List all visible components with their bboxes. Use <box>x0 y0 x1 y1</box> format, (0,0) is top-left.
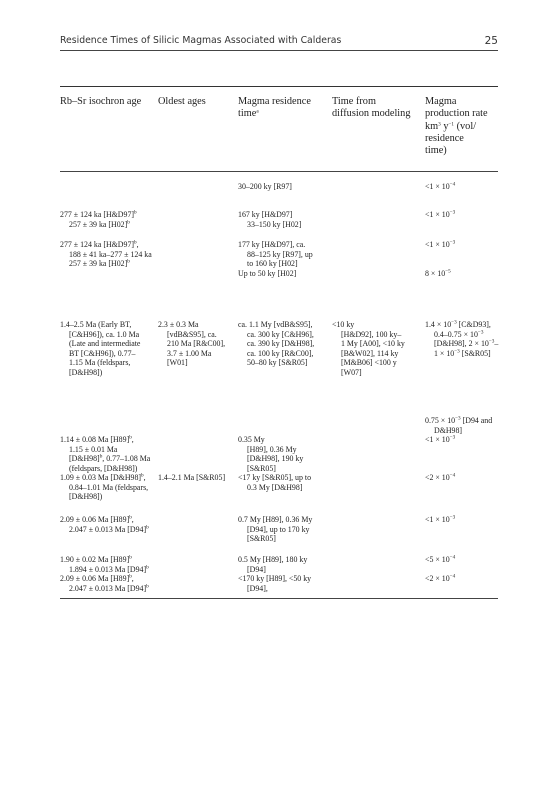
cell-line: [M&B06] <100 y <box>341 358 397 368</box>
column-header <box>425 96 488 157</box>
cell-line: 257 ± 39 ka $[H02]^b$ <box>69 219 130 229</box>
table-cell <box>238 515 312 544</box>
cell-line <box>425 250 455 260</box>
column-header-line: diffusion modeling <box>332 108 411 120</box>
cell-line: 0.7 My [H89], 0.36 My <box>238 515 313 524</box>
cell-line: Up to 50 ky [H02] <box>238 268 297 278</box>
table-cell <box>60 555 149 593</box>
cell-line: [S&R05] <box>247 534 276 544</box>
cell-line: 277 ± 124 ka [H&D97]$^b$ <box>60 209 137 219</box>
column-header <box>238 96 311 121</box>
cell-line: ca. 1.1 My [vdB&S95], <box>238 320 313 329</box>
column-header-line: Time from <box>332 96 376 107</box>
cell-line: 50–80 ky [S&R05] <box>247 358 308 368</box>
table-cell <box>60 210 137 229</box>
cell-line: [W01] <box>167 358 188 368</box>
table-bottom-rule <box>60 598 498 599</box>
cell-line: 0.5 My [H89], 180 ky <box>238 555 308 564</box>
cell-line <box>158 454 225 464</box>
table-cell <box>238 182 292 192</box>
cell-line: 2.047 ± 0.013 Ma $[D94]^b$ <box>69 583 149 593</box>
cell-line: 277 ± 124 ka [H&D97]$^b$, <box>60 239 139 249</box>
cell-line <box>158 435 225 445</box>
table-cell <box>425 240 455 278</box>
column-header-line: time$^a$ <box>238 108 259 120</box>
cell-line: [C&H96]), ca. 1.0 Ma <box>69 329 140 339</box>
cell-line: $<2 \times 10^{-4}$ <box>425 573 456 584</box>
table-cell <box>425 416 492 435</box>
header-rule <box>60 50 498 51</box>
cell-line: 188 ± 41 ka–277 ± 124 ka <box>69 249 152 259</box>
cell-line: (Late and intermediate <box>69 339 141 349</box>
cell-line: [D94], up to 170 ky <box>247 524 310 534</box>
cell-line: 1.90 ± 0.02 Ma $[H89]^b$ <box>60 554 132 564</box>
cell-line: 2.047 ± 0.013 Ma $[D94]^b$ <box>69 524 149 534</box>
cell-line: [D&H98], $2 \times 10^{-3}-$ <box>434 338 499 349</box>
cell-line: 257 ± 39 ka $[H02]^b$ <box>69 258 130 269</box>
cell-line: (feldspars, [D&H98]) <box>69 463 138 473</box>
cell-line: 1.15 Ma (feldspars, <box>69 358 131 368</box>
cell-line: $<1 \times 10^{-3}$ <box>425 209 456 219</box>
cell-line: <17 ky [S&R05], up to <box>238 473 312 483</box>
table-cell <box>238 555 311 593</box>
column-header-line: Magma residence <box>238 96 311 107</box>
cell-line: 1.894 ± 0.013 Ma $[D94]^b$ <box>69 564 149 574</box>
cell-line: [D94] <box>247 564 266 574</box>
cell-line: $<1 \times 10^{-3}$ <box>425 514 456 524</box>
cell-line: 0.84–1.01 Ma (feldspars, <box>69 482 149 492</box>
cell-line <box>425 445 455 455</box>
cell-line: [D&H98]) <box>69 367 103 377</box>
cell-line: ca. 100 ky [R&C00], <box>247 348 314 358</box>
table-top-rule <box>60 86 498 87</box>
cell-line: 1.15 ± 0.01 Ma <box>69 444 118 454</box>
cell-line <box>425 454 455 464</box>
cell-line: 88–125 ky [R97], up <box>247 249 313 259</box>
cell-line: [vdB&S95], ca. <box>167 329 217 339</box>
table-cell <box>238 435 311 492</box>
cell-line: $<1 \times 10^{-3}$ <box>425 434 456 444</box>
cell-line: $8 \times 10^{-5}$ <box>425 268 451 278</box>
column-header-line: Oldest ages <box>158 96 206 107</box>
table-cell <box>238 210 301 229</box>
table-header-rule <box>60 171 498 172</box>
cell-line: [D94], <box>247 583 268 593</box>
column-header-line: time) <box>425 145 447 157</box>
cell-line: [S&R05] <box>247 463 276 473</box>
cell-line: 167 ky [H&D97] <box>238 210 293 219</box>
page-number: 25 <box>484 35 498 47</box>
cell-line: $1 \times 10^{-3}$ [S&R05] <box>434 348 491 358</box>
cell-line: 2.09 ± 0.06 Ma $[H89]^b$, <box>60 514 134 524</box>
cell-line: 0.3 My [D&H98] <box>247 482 303 492</box>
table-cell <box>60 435 150 502</box>
cell-line: 2.09 ± 0.06 Ma $[H89]^b$, <box>60 573 134 584</box>
cell-line: [B&W02], 114 ky <box>341 348 399 358</box>
running-head <box>60 35 498 46</box>
cell-line: BT [C&H96]), 0.77– <box>69 348 136 358</box>
column-header-line: $km^3$ $y^{-1}$ (vol/ <box>425 120 477 132</box>
table-cell <box>60 515 149 534</box>
column-header-line: Magma <box>425 96 457 107</box>
table-cell <box>158 320 225 368</box>
cell-line: [D&H98], 190 ky <box>247 454 304 464</box>
cell-line: $<2 \times 10^{-4}$ <box>425 472 456 483</box>
cell-line: 177 ky [H&D97], ca. <box>238 240 306 249</box>
cell-line: 1.14 ± 0.08 Ma $[H89]^b$, <box>60 434 134 444</box>
cell-line: <170 ky [H89], <50 ky <box>238 574 312 584</box>
cell-line: $0.4-0.75 \times 10^{-3}$ <box>434 329 484 339</box>
cell-line: 1.4–2.1 Ma [S&R05] <box>158 473 226 483</box>
cell-line: 3.7 ± 1.00 Ma <box>167 348 212 358</box>
cell-line: $0.75 \times 10^{-3}$ [D94 and <box>425 415 493 425</box>
cell-line: [W07] <box>341 367 362 377</box>
table-cell <box>425 182 455 192</box>
cell-line <box>158 445 225 455</box>
cell-line: $<1 \times 10^{-4}$ <box>425 181 456 191</box>
table-cell <box>425 210 455 220</box>
cell-line: 0.35 My <box>238 435 265 444</box>
cell-line: [H&D92], 100 ky– <box>341 329 402 339</box>
cell-line: 33–150 ky [H02] <box>247 219 302 229</box>
table-cell <box>425 320 498 358</box>
table-cell <box>425 435 455 483</box>
column-header <box>332 96 410 121</box>
cell-line: 30–200 ky [R97] <box>238 182 292 191</box>
cell-line: ca. 300 ky [C&H96], <box>247 329 314 339</box>
cell-line <box>158 464 225 474</box>
column-header <box>60 96 141 108</box>
cell-line: 2.3 ± 0.3 Ma <box>158 320 199 329</box>
cell-line: $<5 \times 10^{-4}$ <box>425 554 456 564</box>
cell-line: $<1 \times 10^{-3}$ <box>425 239 456 249</box>
table-cell <box>238 240 313 278</box>
cell-line: 1.4–2.5 Ma (Early BT, <box>60 320 132 329</box>
table-cell <box>60 320 140 377</box>
running-title: Residence Times of Silicic Magmas Associated with Calderas <box>60 35 342 46</box>
table-cell <box>425 555 455 584</box>
cell-line: to 160 ky [H02] <box>247 259 298 269</box>
table-cell <box>158 435 225 483</box>
cell-line: [D&H98]) <box>69 492 103 502</box>
table-cell <box>238 320 314 368</box>
column-header-line: Rb–Sr isochron age <box>60 96 142 107</box>
column-header <box>158 96 206 108</box>
table-cell <box>60 240 152 269</box>
table-cell <box>425 515 455 525</box>
cell-line: D&H98] <box>434 425 463 435</box>
column-header-line: production rate <box>425 108 488 120</box>
cell-line: 1 My [A00], <10 ky <box>341 339 405 349</box>
cell-line: 210 Ma [R&C00], <box>167 339 226 349</box>
cell-line: 1.09 ± 0.03 Ma [D&H98]$^b$, <box>60 472 146 483</box>
cell-line: <10 ky <box>332 320 355 329</box>
table-cell <box>332 320 405 377</box>
cell-line: [H89], 0.36 My <box>247 444 297 454</box>
cell-line: $1.4 \times 10^{-3}$ [C&D93], <box>425 319 491 329</box>
column-header-line: residence <box>425 132 464 144</box>
cell-line: ca. 390 ky [D&H98], <box>247 339 315 349</box>
cell-line: [D&H98]$^b$, 0.77–1.08 Ma <box>69 453 151 464</box>
